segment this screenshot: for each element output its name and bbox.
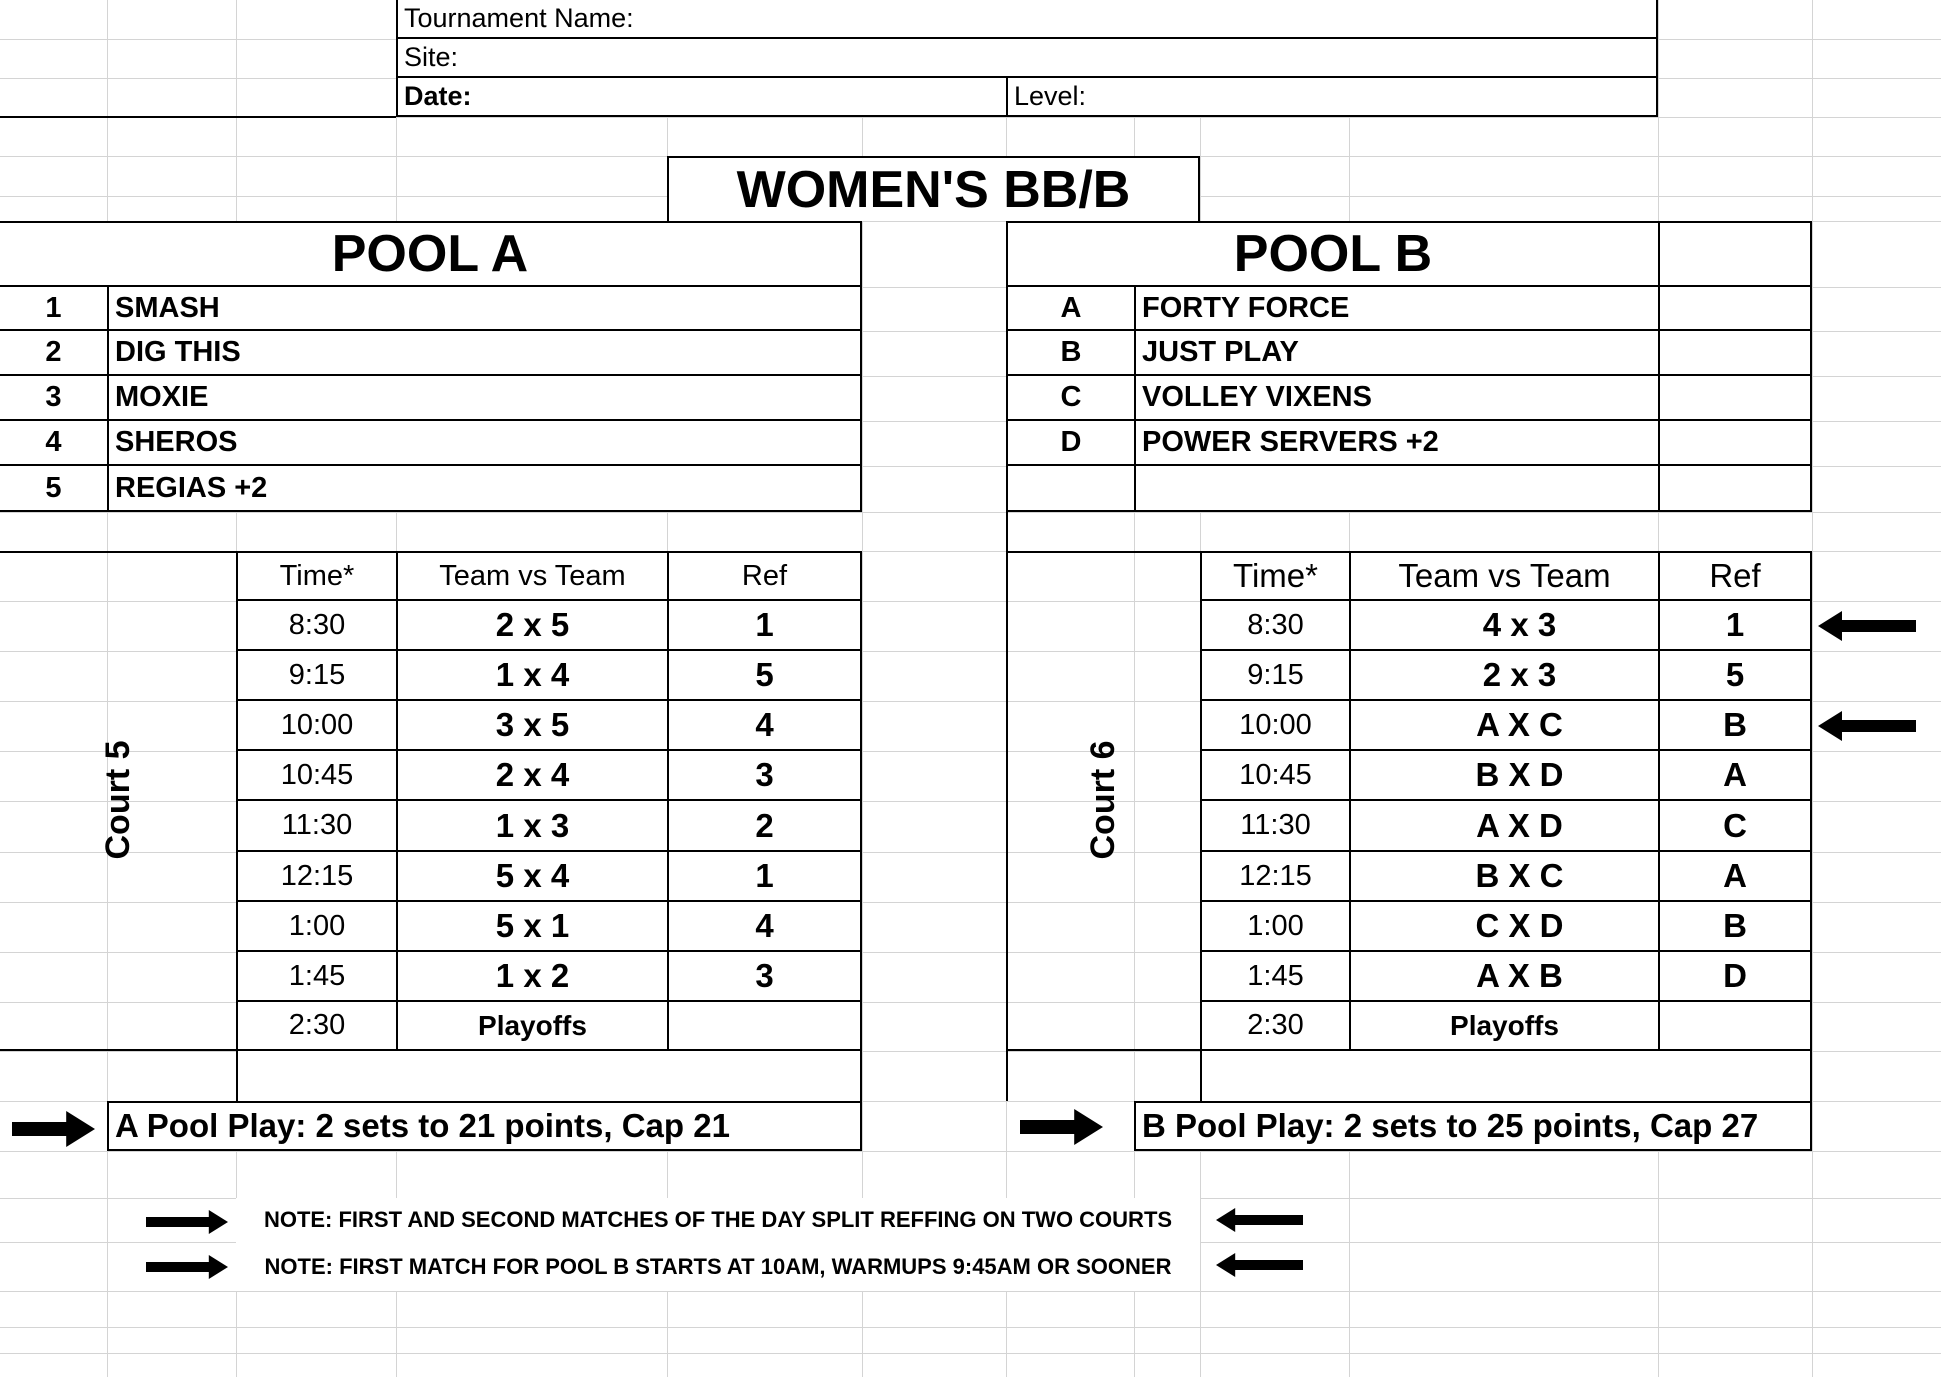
pool-b-time-header[interactable] xyxy=(1200,551,1349,601)
pool-a-team-name-text: REGIAS +2 xyxy=(115,471,268,504)
pool-b-ref-cell-text: A xyxy=(1723,756,1747,793)
pool-a-match-cell-text: 2 x 4 xyxy=(495,756,570,793)
pool-a-time-cell[interactable] xyxy=(236,651,396,701)
pool-b-time-cell-text: 12:15 xyxy=(1239,859,1312,892)
pool-b-ref-cell-text: 5 xyxy=(1725,656,1745,693)
pool-a-team-id-text: 5 xyxy=(45,471,62,504)
pool-a-match-header-text: Team vs Team xyxy=(439,559,626,592)
pool-a-time-cell-text: 1:00 xyxy=(288,909,346,942)
pool-a-match-cell[interactable] xyxy=(396,801,667,852)
pool-a-time-header[interactable] xyxy=(236,551,396,601)
division-title[interactable] xyxy=(667,156,1200,221)
pool-a-team-id-text: 2 xyxy=(45,336,62,368)
pool-b-time-cell[interactable] xyxy=(1200,651,1349,701)
pool-b-time-cell-text: 1:45 xyxy=(1247,959,1304,992)
pool-b-time-cell[interactable] xyxy=(1200,701,1349,751)
pool-a-team-id-text: 3 xyxy=(45,381,62,413)
pool-a-team-name[interactable] xyxy=(107,421,862,466)
pool-b-time-cell-text: 10:45 xyxy=(1239,758,1312,791)
site-cell[interactable] xyxy=(396,39,1658,78)
date-cell-text: Date: xyxy=(404,81,472,111)
pool-b-match-cell-text: B X C xyxy=(1475,857,1564,894)
pool-b-rules-text: B Pool Play: 2 sets to 25 points, Cap 27 xyxy=(1142,1107,1759,1144)
pool-a-match-cell[interactable] xyxy=(396,751,667,801)
pool-a-team-id[interactable] xyxy=(0,421,107,466)
pool-a-team-name-text: MOXIE xyxy=(115,381,209,413)
pool-b-match-cell-text: 2 x 3 xyxy=(1482,656,1557,693)
pool-b-rules[interactable] xyxy=(1134,1101,1812,1151)
court-5-label: Court 5 xyxy=(99,740,137,860)
pool-b-team-extra[interactable] xyxy=(1658,376,1812,421)
pool-a-rules[interactable] xyxy=(107,1101,862,1151)
pool-b-ref-cell[interactable] xyxy=(1658,902,1812,952)
pool-b-team-id-text: C xyxy=(1060,381,1082,413)
division-title-text: WOMEN'S BB/B xyxy=(736,160,1131,219)
pool-a-time-cell[interactable] xyxy=(236,952,396,1002)
pool-a-ref-cell-text: 2 xyxy=(755,806,774,844)
pool-a-match-cell[interactable] xyxy=(396,902,667,952)
pool-b-time-cell-text: 8:30 xyxy=(1247,608,1304,641)
pool-a-ref-cell[interactable] xyxy=(667,751,862,801)
pool-a-match-cell-text: Playoffs xyxy=(478,1009,587,1041)
pool-b-match-header[interactable] xyxy=(1349,551,1658,601)
pool-a-ref-cell-text: 4 xyxy=(755,706,774,743)
pool-b-ref-header[interactable] xyxy=(1658,551,1812,601)
pool-a-team-name-text: SMASH xyxy=(115,291,220,324)
pool-b-time-cell-text: 1:00 xyxy=(1247,909,1304,942)
pool-b-ref-cell[interactable] xyxy=(1658,751,1812,801)
pool-b-match-cell-text: A X C xyxy=(1476,706,1563,743)
pool-b-match-cell-text: 4 x 3 xyxy=(1482,606,1557,643)
pool-a-time-cell-text: 2:30 xyxy=(288,1009,346,1041)
pool-a-time-header-text: Time* xyxy=(279,559,355,592)
pool-a-ref-cell[interactable] xyxy=(667,852,862,902)
pool-b-match-cell[interactable] xyxy=(1349,902,1658,952)
pool-a-time-cell-text: 10:45 xyxy=(280,758,354,791)
pool-a-time-cell-text: 1:45 xyxy=(288,959,346,992)
note-1[interactable] xyxy=(236,1198,1200,1242)
pool-b-match-cell-text: A X B xyxy=(1476,957,1563,994)
pool-b-team-id[interactable] xyxy=(1006,466,1134,512)
pool-b-title-text: POOL B xyxy=(1233,225,1433,283)
pool-a-match-cell-text: 1 x 2 xyxy=(495,957,570,994)
pool-a-team-name[interactable] xyxy=(107,331,862,376)
pool-b-team-name-text: JUST PLAY xyxy=(1142,336,1299,368)
pool-a-time-cell[interactable] xyxy=(236,601,396,651)
pool-b-time-cell[interactable] xyxy=(1200,1002,1349,1051)
pool-a-match-cell[interactable] xyxy=(396,701,667,751)
arrow-left-icon xyxy=(1818,611,1916,641)
pool-a-ref-cell-text: 5 xyxy=(755,656,774,693)
pool-b-time-cell-text: 9:15 xyxy=(1247,658,1304,691)
pool-b-team-extra[interactable] xyxy=(1658,331,1812,376)
pool-b-match-cell[interactable] xyxy=(1349,801,1658,852)
pool-a-ref-cell[interactable] xyxy=(667,601,862,651)
pool-a-ref-cell-text: 4 xyxy=(755,907,774,944)
pool-a-match-cell-text: 1 x 3 xyxy=(495,806,570,844)
arrow-left-icon xyxy=(1818,711,1916,741)
pool-b-time-cell-text: 11:30 xyxy=(1240,809,1311,841)
pool-b-ref-cell[interactable] xyxy=(1658,701,1812,751)
pool-b-team-id-text: B xyxy=(1060,336,1082,368)
pool-b-ref-header-text: Ref xyxy=(1709,557,1761,594)
tournament-name-cell[interactable] xyxy=(396,0,1658,39)
pool-a-rules-text: A Pool Play: 2 sets to 21 points, Cap 21 xyxy=(115,1107,730,1144)
note-2[interactable] xyxy=(236,1242,1200,1291)
pool-b-team-id[interactable] xyxy=(1006,421,1134,466)
pool-a-match-cell-text: 5 x 1 xyxy=(495,907,570,944)
pool-b-time-header-text: Time* xyxy=(1233,557,1318,594)
pool-b-ref-cell[interactable] xyxy=(1658,952,1812,1002)
pool-b-match-header-text: Team vs Team xyxy=(1398,557,1611,594)
pool-a-time-cell-text: 11:30 xyxy=(281,809,353,841)
pool-b-ref-cell-text: B xyxy=(1723,706,1747,743)
pool-b-ref-cell-text: D xyxy=(1723,957,1747,994)
pool-a-ref-cell-text: 1 xyxy=(755,857,774,894)
pool-a-team-id[interactable] xyxy=(0,331,107,376)
pool-a-team-name[interactable] xyxy=(107,466,862,512)
note-1-text: NOTE: FIRST AND SECOND MATCHES OF THE DAY SPLIT REFFING ON TWO COURTS xyxy=(263,1207,1173,1232)
pool-a-team-id[interactable] xyxy=(0,287,107,331)
pool-b-ref-cell-text: B xyxy=(1723,907,1747,944)
pool-b-team-id[interactable] xyxy=(1006,376,1134,421)
site-cell-text: Site: xyxy=(404,42,459,72)
date-cell[interactable] xyxy=(396,78,1006,117)
pool-b-ref-cell[interactable] xyxy=(1658,601,1812,651)
pool-a-team-name-text: DIG THIS xyxy=(115,336,241,368)
pool-b-team-name-text: POWER SERVERS +2 xyxy=(1142,426,1439,458)
pool-b-ref-cell-text: C xyxy=(1723,806,1747,844)
pool-b-team-extra[interactable] xyxy=(1658,466,1812,512)
pool-b-ref-cell[interactable] xyxy=(1658,651,1812,701)
arrow-left-icon xyxy=(1216,1208,1303,1232)
pool-a-time-cell[interactable] xyxy=(236,902,396,952)
pool-a-ref-cell[interactable] xyxy=(667,902,862,952)
pool-b-match-cell[interactable] xyxy=(1349,751,1658,801)
pool-a-ref-cell[interactable] xyxy=(667,701,862,751)
arrow-right-icon xyxy=(146,1210,228,1234)
arrow-left-icon xyxy=(1216,1253,1303,1277)
pool-b-match-cell[interactable] xyxy=(1349,601,1658,651)
pool-b-match-cell[interactable] xyxy=(1349,852,1658,902)
pool-b-time-cell[interactable] xyxy=(1200,801,1349,852)
pool-a-ref-cell[interactable] xyxy=(667,952,862,1002)
pool-a-ref-cell-text: 3 xyxy=(755,957,774,994)
pool-b-spacer[interactable] xyxy=(1006,512,1008,551)
pool-b-time-cell[interactable] xyxy=(1200,601,1349,651)
pool-b-time-cell[interactable] xyxy=(1200,952,1349,1002)
pool-b-match-cell[interactable] xyxy=(1349,651,1658,701)
pool-b-team-id-text: D xyxy=(1060,426,1082,458)
pool-a-ref-cell-text: 3 xyxy=(755,756,774,793)
pool-a-match-cell-text: 1 x 4 xyxy=(495,656,570,693)
pool-b-time-cell-text: 2:30 xyxy=(1247,1009,1304,1041)
pool-b-title-extra[interactable] xyxy=(1658,221,1812,287)
pool-a-match-cell[interactable] xyxy=(396,952,667,1002)
note-2-text: NOTE: FIRST MATCH FOR POOL B STARTS AT 10AM, WARMUPS 9:45AM OR SOONER xyxy=(264,1253,1172,1279)
pool-b-team-id[interactable] xyxy=(1006,331,1134,376)
pool-a-match-header[interactable] xyxy=(396,551,667,601)
pool-a-time-cell-text: 12:15 xyxy=(280,859,354,892)
pool-a-match-cell[interactable] xyxy=(396,601,667,651)
pool-a-match-cell[interactable] xyxy=(396,651,667,701)
pool-b-match-cell[interactable] xyxy=(1349,952,1658,1002)
pool-b-team-name[interactable] xyxy=(1134,376,1658,421)
tournament-name-cell-text: Tournament Name: xyxy=(404,3,634,33)
level-cell[interactable] xyxy=(1006,78,1658,117)
pool-a-ref-header[interactable] xyxy=(667,551,862,601)
pool-b-match-cell-text: C X D xyxy=(1475,907,1564,944)
pool-b-team-id-text: A xyxy=(1060,291,1082,324)
pool-b-team-extra[interactable] xyxy=(1658,287,1812,331)
pool-a-title[interactable] xyxy=(0,221,862,287)
pool-b-team-name-text: FORTY FORCE xyxy=(1142,291,1350,324)
level-cell-text: Level: xyxy=(1014,81,1087,111)
pool-a-team-name[interactable] xyxy=(107,376,862,421)
pool-a-ref-cell[interactable] xyxy=(667,651,862,701)
pool-b-time-cell[interactable] xyxy=(1200,852,1349,902)
header-divider xyxy=(0,116,396,118)
pool-a-ref-cell-text: 1 xyxy=(755,606,774,643)
pool-a-match-cell-text: 2 x 5 xyxy=(495,606,570,643)
court-6-label: Court 6 xyxy=(1084,740,1122,860)
arrow-right-icon xyxy=(146,1255,228,1279)
pool-a-match-cell[interactable] xyxy=(396,1002,667,1051)
pool-a-time-cell-text: 10:00 xyxy=(280,708,354,741)
pool-a-match-cell[interactable] xyxy=(396,852,667,902)
pool-a-match-cell-text: 5 x 4 xyxy=(495,857,570,894)
arrow-right-icon xyxy=(12,1111,95,1147)
pool-b-team-name[interactable] xyxy=(1134,331,1658,376)
pool-a-match-cell-text: 3 x 5 xyxy=(495,706,570,743)
pool-b-team-name-text: VOLLEY VIXENS xyxy=(1142,381,1372,413)
pool-a-time-cell[interactable] xyxy=(236,701,396,751)
pool-b-match-cell-text: B X D xyxy=(1475,756,1564,793)
pool-b-team-name[interactable] xyxy=(1134,466,1658,512)
pool-a-team-id[interactable] xyxy=(0,466,107,512)
pool-b-match-cell-text: Playoffs xyxy=(1450,1009,1559,1041)
pool-a-team-id[interactable] xyxy=(0,376,107,421)
pool-b-match-cell[interactable] xyxy=(1349,1002,1658,1051)
pool-b-ref-cell[interactable] xyxy=(1658,852,1812,902)
pool-b-ref-cell-text: A xyxy=(1723,857,1747,894)
pool-a-team-id-text: 4 xyxy=(45,426,62,458)
pool-b-title[interactable] xyxy=(1006,221,1658,287)
pool-a-ref-header-text: Ref xyxy=(741,559,788,592)
pool-b-team-id[interactable] xyxy=(1006,287,1134,331)
pool-a-team-id-text: 1 xyxy=(45,291,62,324)
pool-a-empty-row[interactable] xyxy=(236,1051,862,1101)
pool-b-time-cell[interactable] xyxy=(1200,902,1349,952)
pool-a-time-cell[interactable] xyxy=(236,751,396,801)
pool-b-ref-cell[interactable] xyxy=(1658,1002,1812,1051)
pool-b-empty-row[interactable] xyxy=(1200,1051,1812,1101)
pool-a-team-name[interactable] xyxy=(107,287,862,331)
pool-b-ref-cell-text: 1 xyxy=(1725,606,1745,643)
pool-b-time-cell[interactable] xyxy=(1200,751,1349,801)
pool-a-time-cell-text: 8:30 xyxy=(288,608,346,641)
pool-b-match-cell[interactable] xyxy=(1349,701,1658,751)
pool-a-time-cell[interactable] xyxy=(236,1002,396,1051)
pool-a-ref-cell[interactable] xyxy=(667,801,862,852)
pool-a-title-text: POOL A xyxy=(331,225,529,283)
pool-b-match-cell-text: A X D xyxy=(1476,806,1563,844)
pool-b-team-name[interactable] xyxy=(1134,421,1658,466)
pool-b-team-name[interactable] xyxy=(1134,287,1658,331)
pool-b-empty-left[interactable] xyxy=(1006,1051,1008,1101)
pool-a-ref-cell[interactable] xyxy=(667,1002,862,1051)
pool-b-team-extra[interactable] xyxy=(1658,421,1812,466)
pool-b-ref-cell[interactable] xyxy=(1658,801,1812,852)
pool-a-time-cell[interactable] xyxy=(236,852,396,902)
pool-a-time-cell-text: 9:15 xyxy=(288,658,346,691)
pool-a-team-name-text: SHEROS xyxy=(115,426,238,458)
pool-a-time-cell[interactable] xyxy=(236,801,396,852)
arrow-right-icon xyxy=(1020,1109,1103,1145)
pool-b-time-cell-text: 10:00 xyxy=(1239,708,1312,741)
